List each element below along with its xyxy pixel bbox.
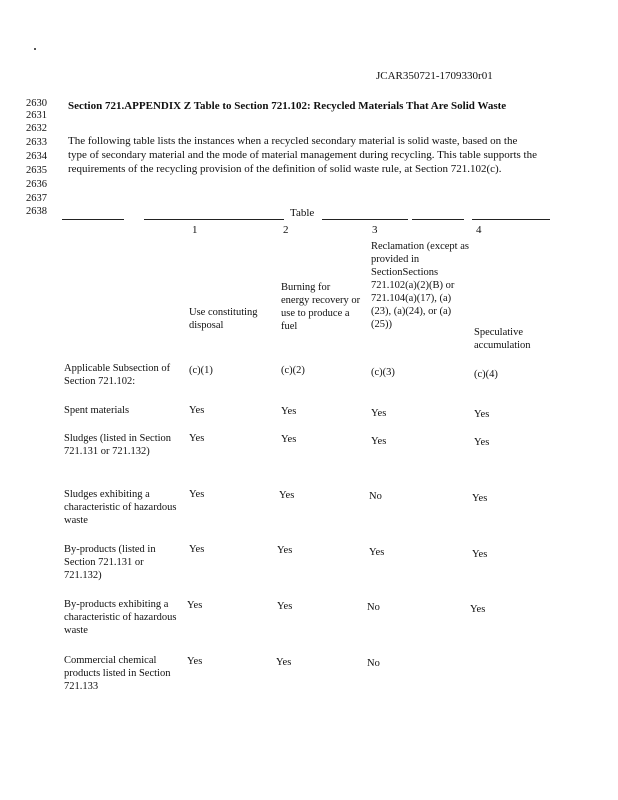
table-cell: Yes: [189, 405, 205, 416]
column-header: Reclamation (except as provided in SectionSections 721.102(a)(2)(B) or 721.104(a)(17), (a)(23), (a)(24), or (a)(25)): [371, 241, 469, 330]
line-number: 2636: [26, 179, 47, 190]
document-id: JCAR350721-1709330r01: [376, 70, 493, 82]
table-cell: No: [367, 658, 380, 669]
table-cell: Yes: [371, 408, 387, 419]
row-label: Applicable Subsection of Section 721.102:: [64, 363, 171, 387]
table-cell: Yes: [279, 490, 295, 501]
column-header: Speculative accumulation: [474, 327, 531, 351]
line-number: 2635: [26, 165, 47, 176]
column-number: 1: [192, 224, 198, 236]
line-number: 2634: [26, 151, 47, 162]
table-cell: Yes: [281, 406, 297, 417]
column-number: 2: [283, 224, 289, 236]
intro-paragraph: The following table lists the instances when a recycled secondary material is solid waste, based on the type of secondary material and the mode of material management during recycling. This table supports the requirements of the recycling provision of the definition of solid waste rule, at Section 721.102(c).: [68, 135, 537, 175]
line-number: 2637: [26, 193, 47, 204]
row-label: By-products exhibiting a characteristic of hazardous waste: [64, 599, 177, 636]
row-label: By-products (listed in Section 721.131 or 721.132): [64, 544, 156, 581]
table-cell: Yes: [371, 436, 387, 447]
column-header: Use constituting disposal: [189, 307, 258, 331]
line-number: 2630: [26, 98, 47, 109]
table-cell: Yes: [189, 433, 205, 444]
table-cell: (c)(2): [281, 365, 305, 376]
line-number: 2633: [26, 137, 47, 148]
scan-speck: [34, 48, 36, 50]
table-rule: [322, 219, 408, 220]
table-cell: Yes: [189, 489, 205, 500]
table-cell: (c)(3): [371, 367, 395, 378]
table-cell: Yes: [187, 656, 203, 667]
table-cell: (c)(4): [474, 369, 498, 380]
line-number: 2638: [26, 206, 47, 217]
row-label: Spent materials: [64, 405, 130, 416]
table-title: Table: [290, 207, 315, 219]
table-rule: [412, 219, 464, 220]
row-label: Sludges exhibiting a characteristic of hazardous waste: [64, 489, 177, 526]
row-label: Sludges (listed in Section 721.131 or 721.132): [64, 433, 172, 457]
table-cell: Yes: [277, 545, 293, 556]
table-cell: No: [367, 602, 380, 613]
table-cell: Yes: [189, 544, 205, 555]
table-cell: Yes: [281, 434, 297, 445]
table-cell: Yes: [470, 604, 486, 615]
column-header: Burning for energy recovery or use to produce a fuel: [281, 282, 361, 332]
table-cell: Yes: [472, 549, 488, 560]
table-cell: Yes: [474, 409, 490, 420]
table-rule: [144, 219, 284, 220]
table-cell: Yes: [277, 601, 293, 612]
column-number: 4: [476, 224, 482, 236]
line-number: 2632: [26, 123, 47, 134]
line-number: 2631: [26, 110, 47, 121]
section-heading: Section 721.APPENDIX Z Table to Section 721.102: Recycled Materials That Are Solid Waste: [68, 100, 507, 112]
table-cell: Yes: [474, 437, 490, 448]
column-number: 3: [372, 224, 378, 236]
table-cell: Yes: [369, 547, 385, 558]
table-rule: [62, 219, 124, 220]
table-cell: Yes: [276, 657, 292, 668]
table-cell: Yes: [472, 493, 488, 504]
table-cell: (c)(1): [189, 365, 213, 376]
table-cell: No: [369, 491, 382, 502]
table-rule: [472, 219, 550, 220]
table-cell: Yes: [187, 600, 203, 611]
row-label: Commercial chemical products listed in Section 721.133: [64, 655, 171, 692]
